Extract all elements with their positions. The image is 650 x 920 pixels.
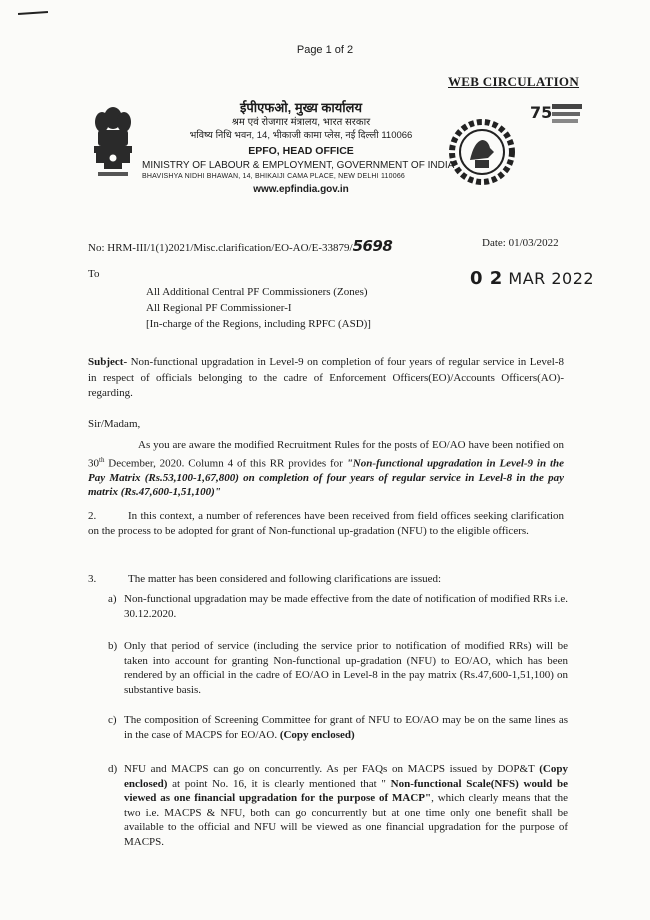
subject-label: Subject- xyxy=(88,356,128,368)
para1-superscript: th xyxy=(99,455,105,464)
item-d-bold-2: Non-functional Scale(NFS) would be viewed as one financial upgradation for the purpose of MACP" xyxy=(124,777,568,804)
addressee-line: All Additional Central PF Commissioners (Zones) xyxy=(146,286,368,298)
item-label: a) xyxy=(108,593,117,605)
item-c-bold: (Copy enclosed) xyxy=(279,728,355,741)
para1-lead: As you are aware the modified Recruitment Rules for the posts of EO/AO have been notified on 30 xyxy=(88,439,564,470)
item-d-bold-1: (Copy enclosed) xyxy=(124,763,568,790)
para2-number: 2. xyxy=(88,510,97,522)
para1-mid: December, 2020. Column 4 of this RR provides for xyxy=(104,457,347,470)
handwritten-number: 5698 xyxy=(352,237,393,255)
reference-number-text: No: HRM-III/1(1)2021/Misc.clarification/EO-AO/E-33879/ xyxy=(88,242,353,254)
pen-mark xyxy=(18,11,48,15)
item-text: Only that period of service (including the service prior to notification of modified RRs) will be taken into account for granting Non-functional up-gradation (NFU) to EO/AO, which has been rendered by an official in the cadre of EO/AO in Level-8 in the pay matrix (Rs.47,600-1,51,100) on substantive basis. xyxy=(124,640,568,696)
para3-number: 3. xyxy=(88,573,97,585)
ministry-name: MINISTRY OF LABOUR & EMPLOYMENT, GOVERNMENT OF INDIA xyxy=(142,160,455,171)
clarification-item-b xyxy=(108,639,568,699)
office-name: EPFO, HEAD OFFICE xyxy=(248,145,354,157)
paragraph-3 xyxy=(88,572,564,587)
item-text xyxy=(124,762,568,849)
salutation: Sir/Madam, xyxy=(88,418,141,430)
stamp-day: 0 2 xyxy=(470,268,503,289)
clarification-item-c xyxy=(108,713,568,745)
para2-text: In this context, a number of references have been received from field offices seeking clarification on the process to be adopted for grant of Non-functional up-gradation (NFU) to the eligible officers. xyxy=(88,510,564,537)
website-link[interactable]: www.epfindia.gov.in xyxy=(253,184,349,195)
item-d-text-3: , which clearly means that the two i.e. MACPS & NFU, both can go concurrently but at one time only one benefit shall be available to the official and NFU will be viewed as one financial upgradation for the purpose of MACPS. xyxy=(124,792,569,848)
paragraph-2 xyxy=(88,509,564,538)
item-d-text-1: NFU and MACPS can go on concurrently. As per FAQs on MACPS issued by DOP&T xyxy=(124,763,540,775)
subject-text: Non-functional upgradation in Level-9 on completion of four years of regular service in Level-8 in respect of officials belonging to the cadre of Enforcement Officers(EO)/Accounts Officers(AO)-regarding. xyxy=(88,356,564,399)
page-number: Page 1 of 2 xyxy=(296,44,354,56)
azadi-badge-icon xyxy=(528,100,584,126)
office-address: BHAVISHYA NIDHI BHAWAN, 14, BHIKAIJI CAMA PLACE, NEW DELHI 110066 xyxy=(142,173,406,180)
clarification-item-d xyxy=(108,762,568,852)
item-c-text: The composition of Screening Committee for grant of NFU to EO/AO may be on the same lines as in the case of MACPS for EO/AO. xyxy=(124,714,568,741)
item-text: Non-functional upgradation may be made effective from the date of notification of modified RRs i.e. 30.12.2020. xyxy=(124,593,568,620)
addressee-line: All Regional PF Commissioner-I xyxy=(146,302,292,314)
reference-number xyxy=(88,237,392,255)
item-label: b) xyxy=(108,640,118,652)
ministry-name-hindi: श्रम एवं रोजगार मंत्रालय, भारत सरकार xyxy=(231,117,371,128)
clarification-item-a xyxy=(108,592,568,624)
date-stamp xyxy=(470,268,594,289)
addressee-list xyxy=(146,284,371,332)
letterhead xyxy=(136,100,466,198)
paragraph-1 xyxy=(88,438,564,500)
item-d-text-2: at point No. 16, it is clearly mentioned that " xyxy=(167,777,391,790)
address-hindi: भविष्य निधि भवन, 14, भीकाजी कामा प्लेस, नई दिल्ली 110066 xyxy=(189,130,413,141)
addressee-line: [In-charge of the Regions, including RPFC (ASD)] xyxy=(146,318,371,330)
item-label: c) xyxy=(108,714,117,726)
subject-line xyxy=(88,355,564,402)
stamp-month-year: MAR 2022 xyxy=(508,269,595,288)
item-label: d) xyxy=(108,763,118,775)
office-name-hindi: ईपीएफओ, मुख्य कार्यालय xyxy=(239,100,362,115)
national-emblem-icon xyxy=(88,104,138,182)
to-label: To xyxy=(88,268,100,280)
letter-date: Date: 01/03/2022 xyxy=(482,237,559,249)
para1-quote: "Non-functional upgradation in Level-9 in the Pay Matrix (Rs.53,100-1,67,800) on completion of four years of regular service in Level-8 in the pay matrix (Rs.47,600-1,51,100)" xyxy=(88,457,564,499)
web-circulation-label: WEB CIRCULATION xyxy=(448,74,580,89)
svg-text:75: 75 xyxy=(530,103,553,122)
para3-text: The matter has been considered and following clarifications are issued: xyxy=(128,573,442,585)
item-text xyxy=(124,713,568,742)
